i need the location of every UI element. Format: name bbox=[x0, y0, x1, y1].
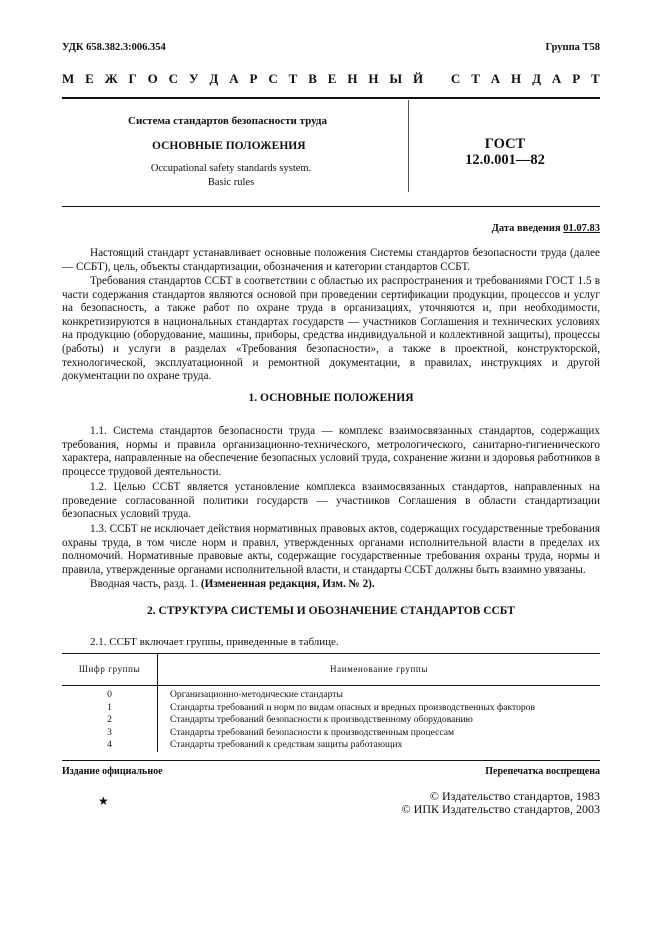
banner-letter: Н bbox=[347, 71, 358, 86]
group-name-cell: Стандарты требований безопасности к производственному оборудованию bbox=[158, 714, 601, 727]
section2-heading: 2. СТРУКТУРА СИСТЕМЫ И ОБОЗНАЧЕНИЕ СТАНДАРТОВ ССБТ bbox=[147, 605, 515, 617]
banner-letter: С bbox=[268, 71, 278, 86]
banner-letter bbox=[434, 71, 440, 89]
copyright-1983: © Издательство стандартов, 1983 bbox=[429, 789, 600, 803]
table-header-code: Шифр группы bbox=[62, 654, 158, 686]
table-row bbox=[62, 686, 600, 702]
table-header-name: Наименование группы bbox=[158, 654, 601, 686]
banner-letter: Г bbox=[128, 71, 137, 86]
standards-system-title: Система стандартов безопасности труда bbox=[128, 115, 327, 127]
table-row bbox=[62, 727, 600, 740]
banner-letter: Н bbox=[368, 71, 379, 86]
group-name-cell: Стандарты требований безопасности к производственным процессам bbox=[158, 727, 601, 740]
preamble-paragraph: Настоящий стандарт устанавливает основные положения Системы стандартов безопасности труда (далее — ССБТ), цель, объекты стандартизации, обозначения и категории стандартов ССБТ. bbox=[62, 247, 600, 273]
banner-letter: Т bbox=[471, 71, 480, 86]
amendment-note-bold: (Измененная редакция, Изм. № 2). bbox=[200, 578, 375, 590]
document-title: ОСНОВНЫЕ ПОЛОЖЕНИЯ bbox=[152, 140, 306, 152]
intro-date-label: Дата введения bbox=[491, 223, 561, 234]
title-divider bbox=[408, 100, 409, 192]
gost-label: ГОСТ bbox=[484, 136, 526, 152]
banner-letter: Е bbox=[85, 71, 94, 86]
reprint-prohibited: Перепечатка воспрещена bbox=[485, 766, 600, 777]
header-rule bbox=[62, 97, 600, 99]
banner-letter: А bbox=[490, 71, 501, 86]
gost-number: 12.0.001—82 bbox=[465, 152, 545, 168]
group-code-cell: 2 bbox=[107, 714, 112, 726]
table-row bbox=[62, 739, 600, 752]
footer-rule bbox=[62, 760, 600, 761]
english-title-line2: Basic rules bbox=[207, 177, 255, 188]
banner-letter: Ы bbox=[389, 71, 403, 86]
interstate-standard-banner bbox=[62, 71, 600, 89]
group-code: Группа Т58 bbox=[545, 42, 600, 53]
banner-letter: У bbox=[188, 71, 199, 86]
intro-date-value: 01.07.83 bbox=[563, 223, 600, 234]
group-code-cell: 1 bbox=[107, 701, 112, 713]
banner-letter: М bbox=[62, 71, 75, 86]
copyright-2003: © ИПК Издательство стандартов, 2003 bbox=[401, 802, 600, 816]
banner-letter: А bbox=[229, 71, 239, 86]
banner-letter: С bbox=[450, 71, 461, 86]
banner-letter: Е bbox=[327, 71, 337, 86]
intro-date bbox=[492, 223, 600, 234]
section1-paragraph: 1.2. Целью ССБТ является установление комплекса взаимосвязанных стандартов, направленных на проведение согласованной политики государств — участников Соглашения в области стандартизации безопасных условий труда. bbox=[62, 481, 600, 521]
banner-letter: В bbox=[308, 71, 317, 86]
group-code-cell: 0 bbox=[107, 689, 112, 700]
banner-letter: А bbox=[551, 71, 562, 86]
title-rule bbox=[62, 206, 600, 207]
amendment-note bbox=[62, 578, 600, 592]
banner-letter: Д bbox=[209, 71, 219, 86]
banner-letter: С bbox=[168, 71, 179, 86]
table-row bbox=[62, 702, 600, 715]
amendment-note-text: Вводная часть, разд. 1. bbox=[90, 578, 199, 590]
english-title-line1: Occupational safety standards system. bbox=[150, 163, 312, 174]
section2-lead: 2.1. ССБТ включает группы, приведенные в таблице. bbox=[90, 636, 339, 648]
official-edition: Издание официальное bbox=[62, 766, 163, 777]
banner-letter: Д bbox=[532, 71, 542, 86]
group-name-cell: Стандарты требований к средствам защиты работающих bbox=[158, 739, 601, 752]
banner-letter: Н bbox=[511, 71, 522, 86]
section1-paragraph: 1.3. ССБТ не исключает действия нормативных правовых актов, содержащих государственные требования охраны труда, в том числе норм и правил, утвержденных органами исполнительной власти в пределах их полномочий. Нормативные правовые акты, содержащие государственные требования охраны труда, нормы и правила, утвержденные органами исполнительной власти, и стандарты ССБТ должны быть взаимно увязаны. bbox=[62, 523, 600, 576]
banner-letter: Т bbox=[591, 71, 600, 86]
banner-letter: Р bbox=[572, 71, 581, 86]
star-icon: ★ bbox=[98, 794, 109, 808]
group-code-cell: 3 bbox=[107, 726, 112, 738]
banner-letter: Т bbox=[288, 71, 298, 86]
udk-code: УДК 658.382.3:006.354 bbox=[62, 42, 166, 53]
section1-paragraph: 1.1. Система стандартов безопасности труда — комплекс взаимосвязанных стандартов, содержащих требования, нормы и правила организационно-технического, метрологического, санитарно-гигиенического характера, направленные на обеспечение безопасных условий труда, сохранение жизни и здоровья работников в процессе трудовой деятельности. bbox=[62, 425, 600, 478]
group-code-cell: 4 bbox=[107, 739, 112, 751]
preamble-paragraph: Требования стандартов ССБТ в соответствии с областью их распространения и требованиями ГОСТ 1.5 в части содержания стандартов являются основой при проведении сертификации продукции, процессов и услуг на безопасность, а также работ по охране труда в организациях, уточняются и, при необходимости, конкретизируются в национальных стандартах государств — участников Соглашения и технических условиях на продукцию (оборудование, машины, приборы, средства индивидуальной и коллективной защиты), процессы (работы) и услуги в разделах «Требования безопасности», а также в проектной, конструкторской, технологической, эксплуатационной и ремонтной документации, в правилах, инструкциях и другой документации по охране труда. bbox=[62, 275, 600, 383]
group-name-cell: Организационно-методические стандарты bbox=[158, 686, 601, 702]
banner-letter: О bbox=[147, 71, 158, 86]
section1-heading: 1. ОСНОВНЫЕ ПОЛОЖЕНИЯ bbox=[248, 392, 414, 404]
banner-letter: Й bbox=[413, 71, 424, 86]
table-body bbox=[62, 686, 600, 752]
table-header-row bbox=[62, 654, 600, 686]
group-name-cell: Стандарты требований и норм по видам опасных и вредных производственных факторов bbox=[158, 702, 601, 715]
table-row bbox=[62, 714, 600, 727]
banner-letter: Ж bbox=[104, 71, 118, 86]
banner-letter: Р bbox=[249, 71, 258, 86]
groups-table bbox=[62, 653, 600, 752]
